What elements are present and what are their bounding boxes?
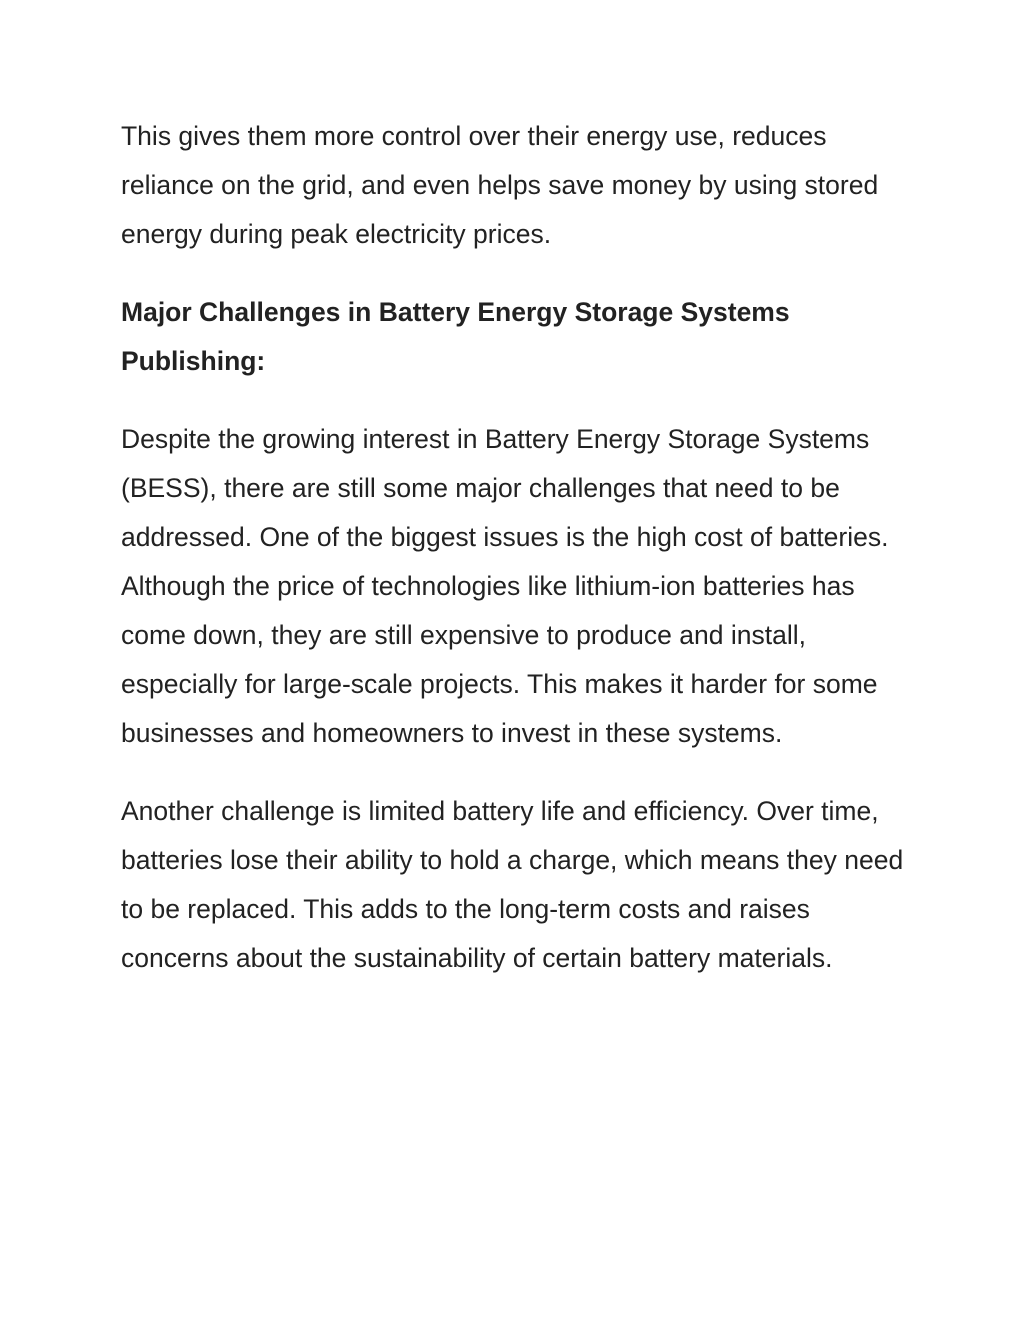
document-body xyxy=(121,112,921,1012)
battery-life-paragraph: Another challenge is limited battery life and efficiency. Over time, batteries lose their ability to hold a charge, which means they need to be replaced. This adds to the long-term costs and raises concerns about the sustainability of certain battery materials. xyxy=(121,796,904,973)
section-heading: Major Challenges in Battery Energy Storage Systems Publishing: xyxy=(121,297,790,376)
cost-challenge-paragraph: Despite the growing interest in Battery Energy Storage Systems (BESS), there are still some major challenges that need to be addressed. One of the biggest issues is the high cost of batteries. Although the price of technologies like lithium-ion batteries has come down, they are still expensive to produce and install, especially for large-scale projects. This makes it harder for some businesses and homeowners to invest in these systems. xyxy=(121,424,889,748)
intro-paragraph: This gives them more control over their energy use, reduces reliance on the grid, and even helps save money by using stored energy during peak electricity prices. xyxy=(121,121,879,249)
